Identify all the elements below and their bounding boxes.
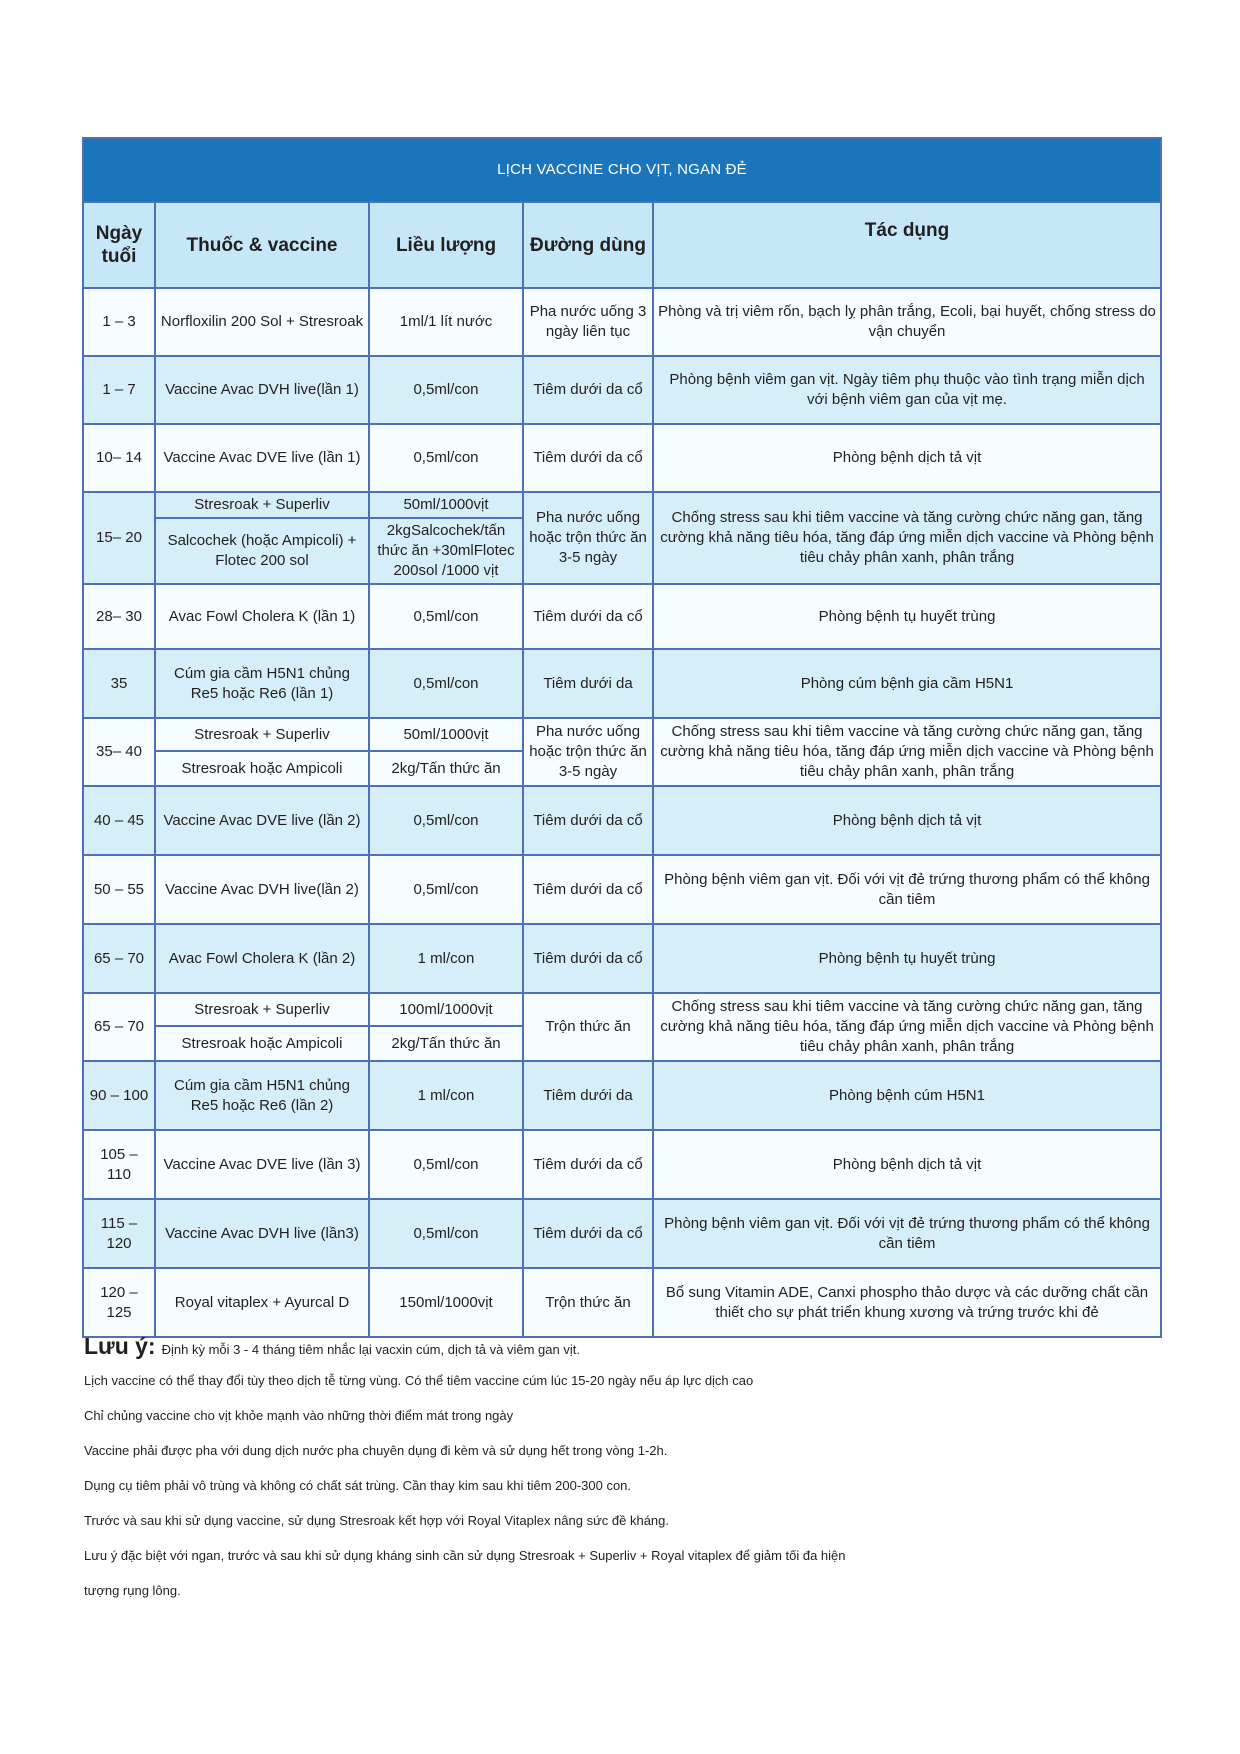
cell-dose: 0,5ml/con bbox=[369, 1199, 523, 1268]
cell-route: Tiêm dưới da bbox=[523, 1061, 653, 1130]
cell-drug: Stresroak hoặc Ampicoli bbox=[155, 751, 369, 786]
vaccine-schedule-table bbox=[82, 137, 1162, 1338]
table-row bbox=[83, 424, 1161, 492]
cell-age: 35– 40 bbox=[83, 718, 155, 786]
cell-age: 10– 14 bbox=[83, 424, 155, 492]
note-item: Lưu ý đặc biệt với ngan, trước và sau khi sử dụng kháng sinh cần sử dụng Stresroak + Superliv + Royal vitaplex để giảm tối đa hiện bbox=[84, 1548, 846, 1563]
cell-age: 28– 30 bbox=[83, 584, 155, 649]
note-item: Lịch vaccine có thể thay đổi tùy theo dịch tễ từng vùng. Có thể tiêm vaccine cúm lúc 15-20 ngày nếu áp lực dịch cao bbox=[84, 1373, 754, 1388]
cell-age: 40 – 45 bbox=[83, 786, 155, 855]
cell-dose: 0,5ml/con bbox=[369, 584, 523, 649]
cell-route: Pha nước uống hoặc trộn thức ăn 3-5 ngày bbox=[523, 718, 653, 786]
cell-route: Pha nước uống hoặc trộn thức ăn 3-5 ngày bbox=[523, 492, 653, 584]
cell-age: 65 – 70 bbox=[83, 993, 155, 1061]
cell-effect: Phòng bệnh cúm H5N1 bbox=[653, 1061, 1161, 1130]
cell-dose: 0,5ml/con bbox=[369, 649, 523, 718]
note-item: Trước và sau khi sử dụng vaccine, sử dụng Stresroak kết hợp với Royal Vitaplex nâng sức đề kháng. bbox=[84, 1513, 670, 1528]
cell-age: 65 – 70 bbox=[83, 924, 155, 993]
cell-dose: 0,5ml/con bbox=[369, 1130, 523, 1199]
cell-effect: Phòng bệnh dịch tả vịt bbox=[653, 1130, 1161, 1199]
cell-effect: Phòng bệnh tụ huyết trùng bbox=[653, 584, 1161, 649]
table-row bbox=[83, 855, 1161, 924]
table-row bbox=[83, 924, 1161, 993]
cell-dose: 50ml/1000vịt bbox=[369, 492, 523, 518]
cell-drug: Royal vitaplex + Ayurcal D bbox=[155, 1268, 369, 1337]
cell-drug: Vaccine Avac DVE live (lần 3) bbox=[155, 1130, 369, 1199]
header-effect: Tác dụng bbox=[653, 202, 1161, 288]
cell-age: 15– 20 bbox=[83, 492, 155, 584]
table-row bbox=[83, 1130, 1161, 1199]
note-item: Định kỳ mỗi 3 - 4 tháng tiêm nhắc lại vacxin cúm, dịch tả và viêm gan vịt. bbox=[161, 1342, 580, 1357]
cell-age: 90 – 100 bbox=[83, 1061, 155, 1130]
cell-drug: Stresroak + Superliv bbox=[155, 492, 369, 518]
table-row bbox=[83, 492, 1161, 518]
cell-effect: Chống stress sau khi tiêm vaccine và tăng cường chức năng gan, tăng cường khả năng tiêu hóa, tăng đáp ứng miễn dịch vaccine và Phòng bệnh tiêu chảy phân xanh, phân trắng bbox=[653, 718, 1161, 786]
cell-dose: 2kg/Tấn thức ăn bbox=[369, 1026, 523, 1061]
cell-dose: 150ml/1000vịt bbox=[369, 1268, 523, 1337]
cell-age: 1 – 7 bbox=[83, 356, 155, 424]
vaccine-schedule-sheet bbox=[82, 137, 1160, 1338]
cell-effect: Phòng bệnh viêm gan vịt. Đối với vịt đẻ trứng thương phẩm có thể không cần tiêm bbox=[653, 1199, 1161, 1268]
cell-dose: 2kgSalcochek/tấn thức ăn +30mlFlotec 200sol /1000 vịt bbox=[369, 518, 523, 584]
table-row bbox=[83, 288, 1161, 356]
cell-route: Tiêm dưới da cổ bbox=[523, 1199, 653, 1268]
cell-route: Tiêm dưới da cổ bbox=[523, 424, 653, 492]
cell-drug: Salcochek (hoặc Ampicoli) + Flotec 200 sol bbox=[155, 518, 369, 584]
cell-effect: Phòng bệnh tụ huyết trùng bbox=[653, 924, 1161, 993]
cell-effect: Phòng cúm bệnh gia cầm H5N1 bbox=[653, 649, 1161, 718]
cell-drug: Vaccine Avac DVE live (lần 1) bbox=[155, 424, 369, 492]
header-age: Ngày tuổi bbox=[83, 202, 155, 288]
table-row bbox=[83, 1061, 1161, 1130]
table-row bbox=[83, 718, 1161, 751]
cell-route: Tiêm dưới da cổ bbox=[523, 584, 653, 649]
cell-route: Trộn thức ăn bbox=[523, 1268, 653, 1337]
cell-drug: Vaccine Avac DVH live(lần 1) bbox=[155, 356, 369, 424]
header-route: Đường dùng bbox=[523, 202, 653, 288]
cell-drug: Stresroak + Superliv bbox=[155, 718, 369, 751]
cell-effect: Bổ sung Vitamin ADE, Canxi phospho thảo dược và các dưỡng chất cần thiết cho sự phát triển khung xương và trứng trước khi đẻ bbox=[653, 1268, 1161, 1337]
cell-age: 105 – 110 bbox=[83, 1130, 155, 1199]
cell-route: Tiêm dưới da cổ bbox=[523, 786, 653, 855]
cell-drug: Norfloxilin 200 Sol + Stresroak bbox=[155, 288, 369, 356]
cell-effect: Chống stress sau khi tiêm vaccine và tăng cường chức năng gan, tăng cường khả năng tiêu hóa, tăng đáp ứng miễn dịch vaccine và Phòng bệnh tiêu chảy phân xanh, phân trắng bbox=[653, 993, 1161, 1061]
cell-drug: Avac Fowl Cholera K (lần 2) bbox=[155, 924, 369, 993]
cell-effect: Phòng bệnh viêm gan vịt. Đối với vịt đẻ trứng thương phẩm có thể không cần tiêm bbox=[653, 855, 1161, 924]
cell-effect: Phòng và trị viêm rốn, bạch lỵ phân trắng, Ecoli, bại huyết, chống stress do vận chuyển bbox=[653, 288, 1161, 356]
cell-effect: Chống stress sau khi tiêm vaccine và tăng cường chức năng gan, tăng cường khả năng tiêu hóa, tăng đáp ứng miễn dịch vaccine và Phòng bệnh tiêu chảy phân xanh, phân trắng bbox=[653, 492, 1161, 584]
table-row bbox=[83, 649, 1161, 718]
table-row bbox=[83, 584, 1161, 649]
note-first-line bbox=[84, 1333, 1084, 1371]
cell-dose: 0,5ml/con bbox=[369, 786, 523, 855]
cell-drug: Vaccine Avac DVE live (lần 2) bbox=[155, 786, 369, 855]
note-item: Dụng cụ tiêm phải vô trùng và không có chất sát trùng. Cần thay kim sau khi tiêm 200-300 con. bbox=[84, 1478, 632, 1493]
header-drug: Thuốc & vaccine bbox=[155, 202, 369, 288]
table-title: LỊCH VACCINE CHO VỊT, NGAN ĐẺ bbox=[83, 138, 1161, 202]
table-row bbox=[83, 993, 1161, 1026]
notes-heading: Lưu ý: bbox=[84, 1333, 156, 1359]
cell-dose: 2kg/Tấn thức ăn bbox=[369, 751, 523, 786]
notes-section bbox=[84, 1333, 1084, 1616]
cell-dose: 0,5ml/con bbox=[369, 356, 523, 424]
cell-dose: 50ml/1000vịt bbox=[369, 718, 523, 751]
cell-age: 35 bbox=[83, 649, 155, 718]
table-row bbox=[83, 786, 1161, 855]
table-row bbox=[83, 356, 1161, 424]
cell-route: Tiêm dưới da cổ bbox=[523, 855, 653, 924]
cell-effect: Phòng bệnh viêm gan vịt. Ngày tiêm phụ thuộc vào tình trạng miễn dịch với bệnh viêm gan của vịt mẹ. bbox=[653, 356, 1161, 424]
cell-dose: 1ml/1 lít nước bbox=[369, 288, 523, 356]
cell-route: Trộn thức ăn bbox=[523, 993, 653, 1061]
cell-route: Tiêm dưới da cổ bbox=[523, 1130, 653, 1199]
cell-drug: Stresroak + Superliv bbox=[155, 993, 369, 1026]
table-row bbox=[83, 1199, 1161, 1268]
cell-effect: Phòng bệnh dịch tả vịt bbox=[653, 786, 1161, 855]
note-item: Vaccine phải được pha với dung dịch nước pha chuyên dụng đi kèm và sử dụng hết trong vòng 1-2h. bbox=[84, 1443, 668, 1458]
cell-drug: Cúm gia cầm H5N1 chủng Re5 hoặc Re6 (lần 2) bbox=[155, 1061, 369, 1130]
cell-drug: Vaccine Avac DVH live (lần3) bbox=[155, 1199, 369, 1268]
cell-dose: 100ml/1000vịt bbox=[369, 993, 523, 1026]
cell-age: 1 – 3 bbox=[83, 288, 155, 356]
cell-route: Pha nước uống 3 ngày liên tục bbox=[523, 288, 653, 356]
cell-dose: 1 ml/con bbox=[369, 1061, 523, 1130]
note-item: tượng rụng lông. bbox=[84, 1583, 181, 1598]
cell-route: Tiêm dưới da cổ bbox=[523, 924, 653, 993]
table-header-row bbox=[83, 202, 1161, 288]
cell-dose: 1 ml/con bbox=[369, 924, 523, 993]
cell-route: Tiêm dưới da cổ bbox=[523, 356, 653, 424]
table-row bbox=[83, 1268, 1161, 1337]
cell-effect: Phòng bệnh dịch tả vịt bbox=[653, 424, 1161, 492]
note-item: Chỉ chủng vaccine cho vịt khỏe mạnh vào những thời điểm mát trong ngày bbox=[84, 1408, 514, 1423]
cell-age: 50 – 55 bbox=[83, 855, 155, 924]
cell-dose: 0,5ml/con bbox=[369, 855, 523, 924]
cell-drug: Stresroak hoặc Ampicoli bbox=[155, 1026, 369, 1061]
cell-drug: Avac Fowl Cholera K (lần 1) bbox=[155, 584, 369, 649]
cell-drug: Vaccine Avac DVH live(lần 2) bbox=[155, 855, 369, 924]
cell-age: 120 – 125 bbox=[83, 1268, 155, 1337]
cell-age: 115 – 120 bbox=[83, 1199, 155, 1268]
cell-drug: Cúm gia cầm H5N1 chủng Re5 hoặc Re6 (lần 1) bbox=[155, 649, 369, 718]
header-dose: Liều lượng bbox=[369, 202, 523, 288]
cell-dose: 0,5ml/con bbox=[369, 424, 523, 492]
cell-route: Tiêm dưới da bbox=[523, 649, 653, 718]
